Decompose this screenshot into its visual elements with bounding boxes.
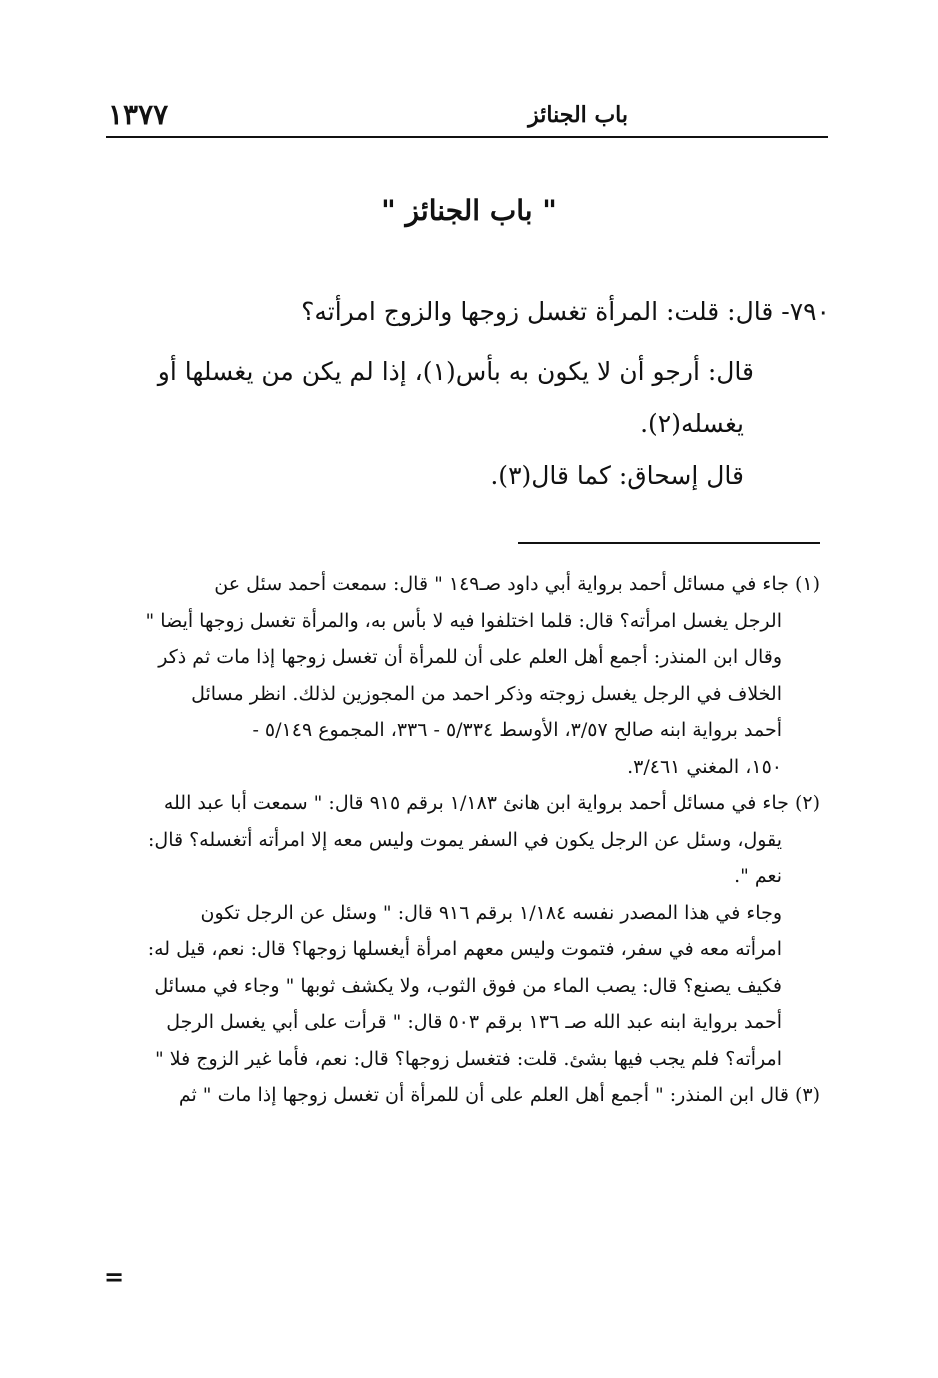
footnote-line: الرجل يغسل امرأته؟ قال: قلما اختلفوا فيه لا بأس به، والمرأة تغسل زوجها أيضا "	[145, 609, 782, 632]
footnote-3	[104, 1077, 820, 1114]
footnote-line: الخلاف في الرجل يغسل زوجته وذكر احمد من المجوزين لذلك. انظر مسائل	[191, 682, 782, 705]
running-header-title: باب الجنائز	[528, 102, 628, 128]
continuation-mark: =	[104, 1262, 125, 1291]
footnote-line: ١٥٠، المغني ٣/٤٦١.	[627, 755, 782, 778]
footnote-separator	[518, 542, 820, 544]
main-text-line: قال: أرجو أن لا يكون به بأس(١)، إذا لم يكن من يغسلها أو	[157, 357, 754, 386]
main-text-line: قال إسحاق: كما قال(٣).	[490, 461, 744, 490]
footnotes	[104, 566, 820, 1114]
main-text-line: يغسله(٢).	[640, 409, 744, 438]
footnote-line: فكيف يصنع؟ قال: يصب الماء من فوق الثوب، ولا يكشف ثوبها " وجاء في مسائل	[154, 974, 782, 997]
main-text-line: ٧٩٠- قال: قلت: المرأة تغسل زوجها والزوج امرأته؟	[301, 297, 830, 326]
footnote-line: (١) جاء في مسائل أحمد برواية أبي داود صـ١٤٩ " قال: سمعت أحمد سئل عن	[214, 573, 820, 595]
running-header	[106, 96, 828, 138]
chapter-title: " باب الجنائز "	[381, 194, 557, 227]
footnote-line: وقال ابن المنذر: أجمع أهل العلم على أن للمرأة أن تغسل زوجها إذا مات ثم ذكر	[158, 646, 782, 668]
footnote-line: أحمد برواية ابنه عبد الله صـ ١٣٦ برقم ٥٠٣ قال: " قرأت على أبي يغسل الرجل	[166, 1011, 782, 1033]
footnote-line: امرأته؟ فلم يجب فيها بشئ. قلت: فتغسل زوجها؟ قال: نعم، فأما غير الزوج فلا "	[155, 1047, 782, 1070]
page-number: ١٣٧٧	[108, 98, 169, 131]
footnote-2	[104, 785, 820, 1077]
main-text	[108, 282, 830, 506]
footnote-line: أحمد برواية ابنه صالح ٣/٥٧، الأوسط ٥/٣٣٤ - ٣٣٦، المجموع ٥/١٤٩ -	[252, 719, 782, 741]
footnote-1	[104, 566, 820, 785]
footnote-line: (٢) جاء في مسائل أحمد برواية ابن هانئ ١/١٨٣ برقم ٩١٥ قال: " سمعت أبا عبد الله	[163, 792, 820, 814]
footnote-line: وجاء في هذا المصدر نفسه ١/١٨٤ برقم ٩١٦ قال: " وسئل عن الرجل تكون	[200, 901, 782, 924]
footnote-line: امرأته معه في سفر، فتموت وليس معهم امرأة أيغسلها زوجها؟ قال: نعم، قيل له:	[147, 938, 782, 960]
footnote-line: نعم ".	[734, 865, 782, 887]
footnote-line: (٣) قال ابن المنذر: " أجمع أهل العلم على أن للمرأة أن تغسل زوجها إذا مات " ثم	[178, 1084, 820, 1106]
footnote-line: يقول، وسئل عن الرجل يكون في السفر يموت وليس معه إلا امرأته أتغسله؟ قال:	[147, 828, 782, 851]
